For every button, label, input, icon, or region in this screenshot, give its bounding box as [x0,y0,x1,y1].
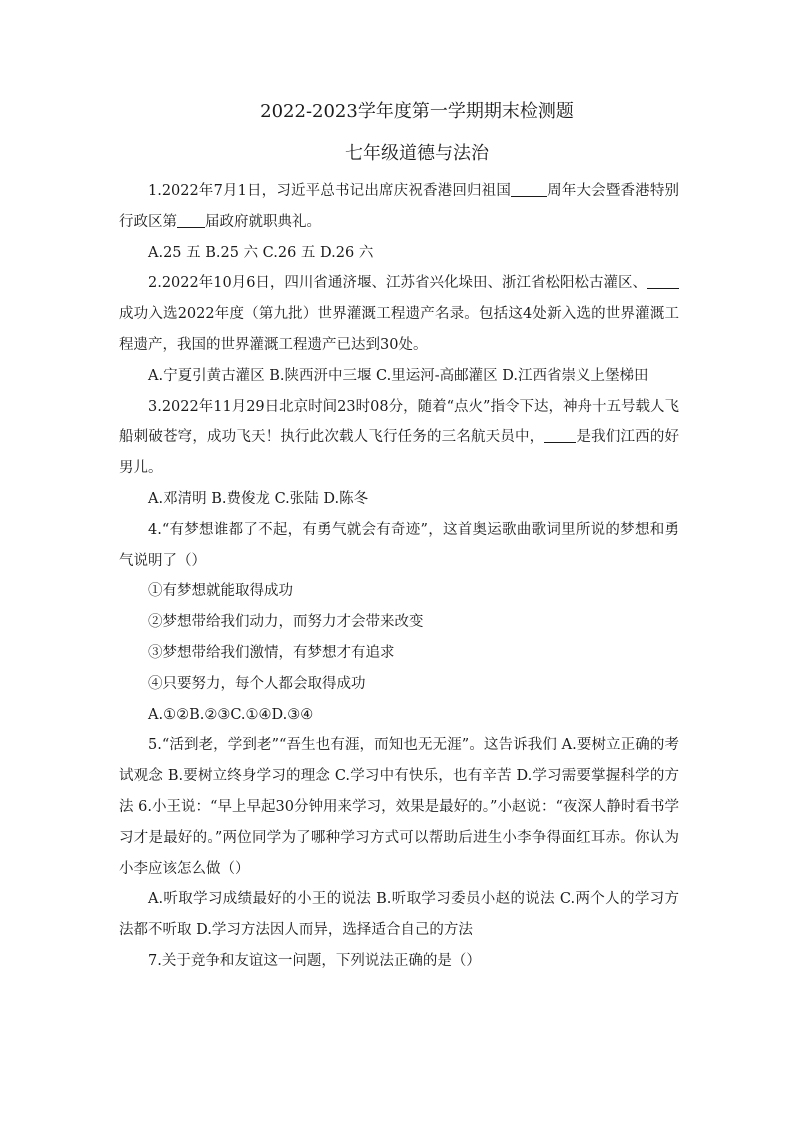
answer-blank [544,427,576,443]
question-4-choice-2: ②梦想带给我们动力，而努力才会带来改变 [148,614,424,631]
question-4-stem: 4.“有梦想谁都了不起，有勇气就会有奇迹”，这首奥运歌曲歌词里所说的梦想和勇气说明了（） [119,521,679,569]
question-3-stem: 3.2022年11月29日北京时间23时08分，随着“点火”指令下达，神舟十五号载人飞船刺破苍穹，成功飞天！执行此次载人飞行任务的三名航天员中， 是我们江西的好男儿。 [119,398,680,477]
question-2-stem: 2.2022年10月6日，四川省通济堰、江苏省兴化垛田、浙江省松阳松古灌区、成功入选2022年度（第九批）世界灌溉工程遗产名录。包括这4处新入选的世界灌溉工程遗产，我国的世界灌溉工程遗产已达到30处。 [119,275,679,353]
page-subtitle: 七年级道德与法治 [345,143,489,164]
question-4-choice-1: ①有梦想就能取得成功 [148,583,293,600]
question-4-choice-3: ③梦想带给我们激情，有梦想才有追求 [148,644,395,661]
answer-blank [511,181,547,197]
question-4-choice-4: ④只要努力，每个人都会取得成功 [148,675,366,692]
question-2-options: A.宁夏引黄古灌区 B.陕西汧中三堰 C.里运河-高邮灌区 D.江西省崇义上堡梯田 [148,367,649,384]
question-5-6-stem: 5.“活到老，学到老”“吾生也有涯，而知也无无涯”。这告诉我们 A.要树立正确的考试观念 B.要树立终身学习的理念 C.学习中有快乐，也有辛苦 D.学习需要掌握科学的方法 6.小王说：“早上早起30分钟用来学习，效果是最好的。”小赵说：“夜深人静时看书学习才是最好的。”两位同学为了哪种学习方式可以帮助后进生小李争得面红耳赤。你认为小李应该怎么做（） [119,737,679,877]
question-1-stem: 1.2022年7月1日，习近平总书记出席庆祝香港回归祖国 周年大会暨香港特别行政区第 届政府就职典礼。 [119,183,680,230]
page-title: 2022-2023学年度第一学期期末检测题 [260,101,574,122]
question-list [119,176,679,977]
answer-blank [177,212,205,228]
question-4-options: A.①②B.②③C.①④D.③④ [148,706,314,723]
question-6-options: A.听取学习成绩最好的小王的说法 B.听取学习委员小赵的说法 C.两个人的学习方法都不听取 D.学习方法因人而异，选择适合自己的方法 [119,891,679,939]
question-1-options: A.25 五 B.25 六 C.26 五 D.26 六 [148,244,374,261]
question-7-stem: 7.关于竞争和友谊这一问题，下列说法正确的是（） [148,952,481,969]
question-3-options: A.邓清明 B.费俊龙 C.张陆 D.陈冬 [148,490,369,507]
answer-blank [647,273,679,289]
